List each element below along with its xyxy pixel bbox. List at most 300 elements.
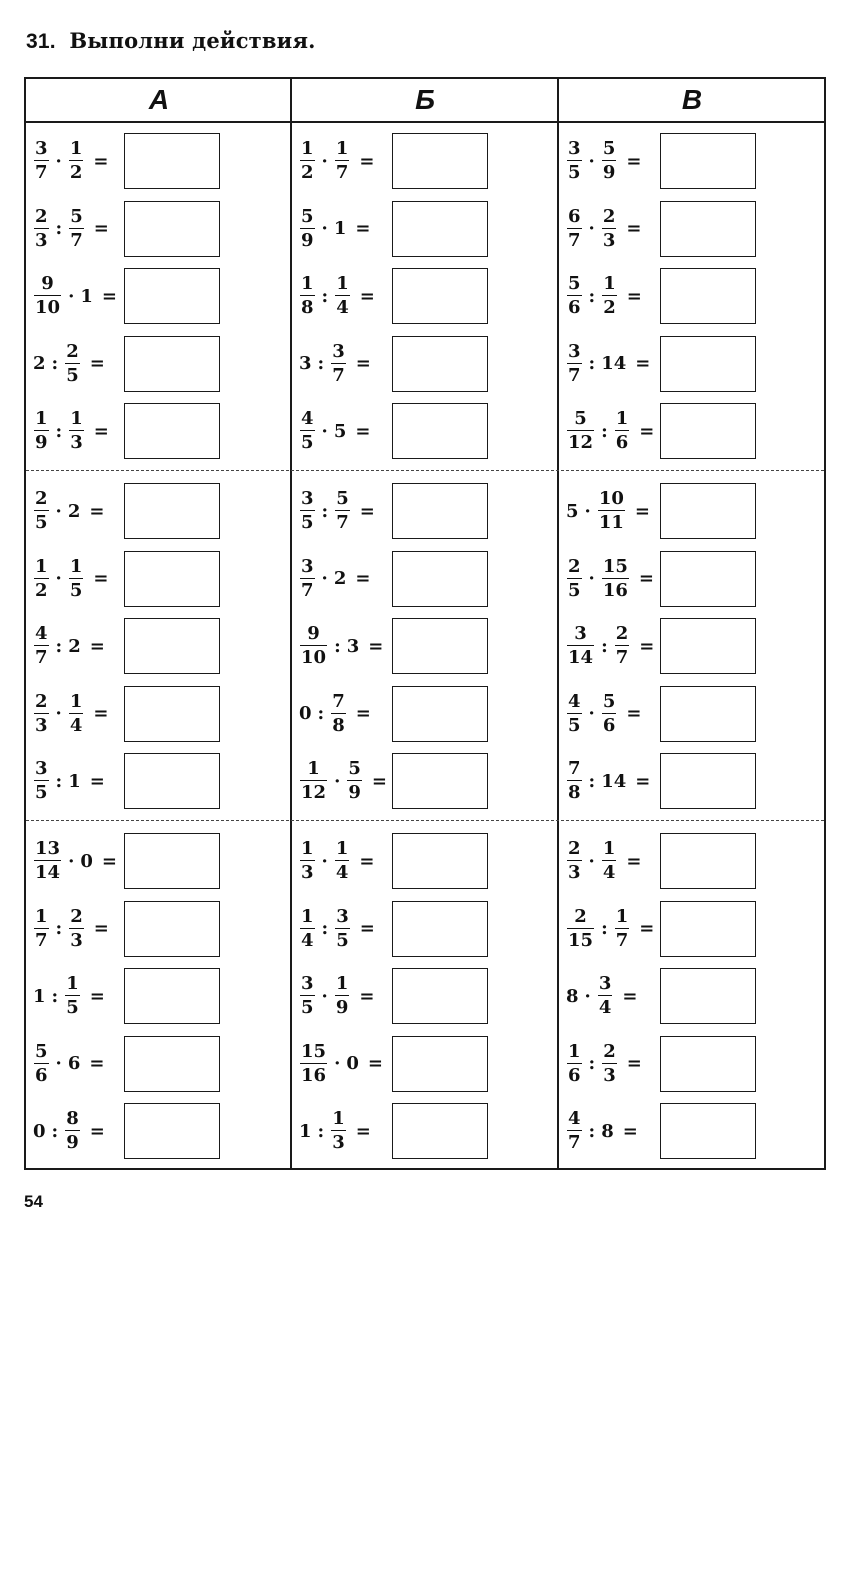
column-header-v: В bbox=[681, 84, 703, 115]
divide-sign: : bbox=[334, 635, 341, 657]
denominator: 7 bbox=[615, 647, 629, 668]
fraction bbox=[300, 975, 315, 1017]
equals-sign: = bbox=[639, 635, 655, 657]
answer-box[interactable] bbox=[660, 833, 756, 889]
answer-box[interactable] bbox=[660, 968, 756, 1024]
divide-sign: : bbox=[55, 420, 63, 442]
expression bbox=[565, 1102, 638, 1160]
multiply-sign: · bbox=[588, 703, 595, 724]
denominator: 2 bbox=[69, 162, 83, 183]
fraction bbox=[300, 140, 315, 182]
exercise bbox=[26, 200, 286, 258]
equals-sign: = bbox=[639, 420, 655, 442]
fraction bbox=[567, 555, 582, 601]
numerator: 5 bbox=[35, 1040, 48, 1062]
exercise bbox=[26, 967, 286, 1025]
multiply-sign: · bbox=[321, 420, 328, 442]
denominator: 5 bbox=[35, 512, 48, 533]
exercise bbox=[292, 132, 552, 190]
multiply-sign: · bbox=[321, 568, 328, 589]
denominator: 2 bbox=[603, 297, 616, 318]
denominator: 3 bbox=[301, 862, 314, 883]
answer-box[interactable] bbox=[660, 753, 756, 809]
equals-sign: = bbox=[359, 918, 375, 939]
denominator: 3 bbox=[70, 432, 83, 453]
numerator: 4 bbox=[301, 408, 314, 429]
answer-box[interactable] bbox=[124, 551, 220, 607]
denominator: 3 bbox=[602, 229, 616, 251]
multiply-sign: · bbox=[55, 150, 62, 172]
answer-box[interactable] bbox=[124, 268, 220, 324]
divide-sign: : bbox=[51, 985, 59, 1007]
numerator: 1 bbox=[615, 408, 629, 429]
equals-sign: = bbox=[101, 285, 117, 307]
exercise bbox=[559, 617, 819, 675]
fraction bbox=[34, 205, 49, 251]
answer-box[interactable] bbox=[660, 336, 756, 392]
multiply-sign: · bbox=[55, 568, 62, 589]
denominator: 7 bbox=[301, 579, 314, 601]
answer-box[interactable] bbox=[392, 618, 488, 674]
answer-box[interactable] bbox=[660, 1103, 756, 1159]
equals-sign: = bbox=[639, 918, 655, 939]
equals-sign: = bbox=[89, 1053, 105, 1074]
denominator: 3 bbox=[35, 714, 48, 736]
divide-sign: : bbox=[588, 1120, 596, 1142]
divide-sign: : bbox=[321, 500, 329, 522]
expression bbox=[298, 1102, 371, 1160]
expression bbox=[565, 617, 654, 675]
expression bbox=[565, 132, 641, 190]
fraction bbox=[567, 840, 582, 882]
fraction bbox=[65, 975, 80, 1017]
numerator: 1 bbox=[332, 1108, 345, 1129]
denominator: 4 bbox=[335, 862, 349, 883]
denominator: 2 bbox=[301, 162, 314, 183]
fraction bbox=[567, 275, 582, 317]
answer-box[interactable] bbox=[392, 686, 488, 742]
fraction bbox=[300, 490, 315, 532]
answer-box[interactable] bbox=[124, 133, 220, 189]
number: 14 bbox=[601, 353, 627, 374]
numerator: 1 bbox=[35, 408, 48, 429]
equals-sign: = bbox=[355, 1120, 371, 1142]
denominator: 6 bbox=[35, 1064, 48, 1086]
denominator: 7 bbox=[335, 162, 349, 183]
fraction bbox=[567, 690, 582, 736]
number: 5 bbox=[333, 420, 347, 442]
denominator: 7 bbox=[35, 162, 48, 183]
group-divider bbox=[26, 820, 824, 821]
expression bbox=[32, 752, 105, 810]
answer-box[interactable] bbox=[660, 901, 756, 957]
task-header bbox=[26, 28, 316, 54]
answer-box[interactable] bbox=[392, 1036, 488, 1092]
numerator: 3 bbox=[301, 973, 314, 994]
equals-sign: = bbox=[635, 353, 651, 374]
fraction bbox=[335, 490, 350, 532]
denominator: 14 bbox=[35, 862, 61, 883]
answer-box[interactable] bbox=[124, 1036, 220, 1092]
answer-box[interactable] bbox=[392, 968, 488, 1024]
numerator: 2 bbox=[615, 623, 629, 644]
exercise bbox=[26, 685, 286, 743]
number: 2 bbox=[33, 353, 46, 374]
divide-sign: : bbox=[55, 635, 63, 657]
expression bbox=[298, 550, 370, 608]
group-divider bbox=[26, 470, 824, 471]
numerator: 1 bbox=[615, 905, 629, 927]
denominator: 6 bbox=[602, 714, 616, 736]
fraction bbox=[335, 905, 350, 951]
divide-sign: : bbox=[55, 918, 63, 939]
exercise bbox=[292, 617, 552, 675]
numerator: 2 bbox=[602, 205, 616, 227]
number: 8 bbox=[566, 985, 579, 1007]
denominator: 3 bbox=[35, 229, 48, 251]
fraction bbox=[567, 340, 582, 386]
equals-sign: = bbox=[93, 703, 109, 724]
numerator: 2 bbox=[70, 905, 83, 927]
number: 1 bbox=[80, 285, 93, 307]
fraction bbox=[602, 275, 617, 317]
denominator: 12 bbox=[568, 432, 594, 453]
fraction bbox=[347, 760, 362, 802]
answer-box[interactable] bbox=[392, 833, 488, 889]
exercise bbox=[559, 550, 819, 608]
exercise bbox=[292, 335, 552, 393]
denominator: 5 bbox=[568, 162, 581, 183]
task-number: 31. bbox=[26, 30, 56, 53]
denominator: 5 bbox=[301, 997, 314, 1018]
exercise bbox=[559, 685, 819, 743]
answer-box[interactable] bbox=[392, 753, 488, 809]
numerator: 5 bbox=[348, 758, 361, 779]
answer-box[interactable] bbox=[660, 551, 756, 607]
answer-box[interactable] bbox=[392, 901, 488, 957]
expression bbox=[565, 200, 641, 258]
answer-box[interactable] bbox=[660, 686, 756, 742]
numerator: 3 bbox=[574, 623, 587, 644]
exercise bbox=[292, 402, 552, 460]
denominator: 5 bbox=[336, 929, 349, 951]
column-header-b: Б bbox=[415, 84, 435, 115]
fraction bbox=[615, 905, 630, 951]
multiply-sign: · bbox=[588, 568, 595, 589]
numerator: 2 bbox=[35, 690, 48, 712]
exercise bbox=[292, 482, 552, 540]
denominator: 9 bbox=[301, 229, 314, 251]
divide-sign: : bbox=[317, 1120, 325, 1142]
multiply-sign: · bbox=[321, 218, 328, 239]
numerator: 5 bbox=[602, 138, 616, 159]
denominator: 6 bbox=[568, 1064, 581, 1086]
numerator: 1 bbox=[335, 973, 349, 994]
exercise bbox=[559, 1035, 819, 1093]
expression bbox=[298, 200, 370, 258]
number: 2 bbox=[333, 568, 347, 589]
fraction bbox=[567, 625, 594, 667]
numerator: 8 bbox=[66, 1108, 79, 1129]
equals-sign: = bbox=[367, 1053, 383, 1074]
fraction bbox=[602, 840, 617, 882]
answer-box[interactable] bbox=[660, 1036, 756, 1092]
fraction bbox=[335, 140, 350, 182]
multiply-sign: · bbox=[334, 770, 341, 792]
denominator: 7 bbox=[568, 1132, 581, 1153]
exercise bbox=[559, 900, 819, 958]
denominator: 9 bbox=[348, 782, 361, 803]
exercise bbox=[26, 900, 286, 958]
denominator: 9 bbox=[335, 997, 349, 1018]
equals-sign: = bbox=[89, 1120, 105, 1142]
denominator: 6 bbox=[615, 432, 629, 453]
answer-box[interactable] bbox=[392, 1103, 488, 1159]
expression bbox=[565, 685, 641, 743]
answer-box[interactable] bbox=[392, 336, 488, 392]
expression bbox=[565, 752, 650, 810]
answer-box[interactable] bbox=[660, 403, 756, 459]
denominator: 12 bbox=[301, 782, 327, 803]
multiply-sign: · bbox=[55, 500, 62, 522]
fraction bbox=[34, 410, 49, 452]
numerator: 5 bbox=[568, 273, 581, 294]
page-number: 54 bbox=[24, 1192, 43, 1211]
equals-sign: = bbox=[93, 568, 109, 589]
numerator: 1 bbox=[568, 1040, 581, 1062]
numerator: 7 bbox=[332, 690, 345, 712]
answer-box[interactable] bbox=[124, 833, 220, 889]
numerator: 1 bbox=[301, 838, 314, 859]
fraction bbox=[300, 555, 315, 601]
numerator: 3 bbox=[35, 138, 48, 159]
numerator: 5 bbox=[301, 205, 314, 227]
fraction bbox=[602, 205, 617, 251]
exercise bbox=[559, 1102, 819, 1160]
numerator: 3 bbox=[332, 340, 345, 362]
expression bbox=[565, 900, 654, 958]
expression bbox=[298, 617, 383, 675]
expression bbox=[298, 832, 374, 890]
numerator: 3 bbox=[301, 555, 314, 577]
expression bbox=[298, 1035, 383, 1093]
exercise bbox=[559, 752, 819, 810]
numerator: 3 bbox=[568, 340, 581, 362]
denominator: 5 bbox=[568, 714, 581, 736]
answer-box[interactable] bbox=[660, 483, 756, 539]
divide-sign: : bbox=[317, 703, 325, 724]
number: 5 bbox=[566, 500, 579, 522]
answer-box[interactable] bbox=[392, 133, 488, 189]
equals-sign: = bbox=[371, 770, 387, 792]
exercise bbox=[559, 200, 819, 258]
answer-box[interactable] bbox=[660, 618, 756, 674]
exercise bbox=[559, 832, 819, 890]
denominator: 3 bbox=[70, 929, 83, 951]
denominator: 9 bbox=[66, 1132, 79, 1153]
answer-box[interactable] bbox=[124, 968, 220, 1024]
denominator: 7 bbox=[568, 229, 581, 251]
denominator: 11 bbox=[598, 512, 624, 533]
divide-sign: : bbox=[601, 420, 608, 442]
denominator: 4 bbox=[301, 929, 314, 951]
answer-box[interactable] bbox=[392, 201, 488, 257]
fraction bbox=[615, 410, 630, 452]
answer-box[interactable] bbox=[124, 753, 220, 809]
number: 2 bbox=[68, 635, 81, 657]
numerator: 2 bbox=[603, 1040, 616, 1062]
expression bbox=[298, 402, 370, 460]
divide-sign: : bbox=[55, 218, 63, 239]
fraction bbox=[69, 555, 84, 601]
fraction bbox=[65, 1110, 80, 1152]
equals-sign: = bbox=[355, 703, 371, 724]
numerator: 1 bbox=[603, 273, 616, 294]
answer-box[interactable] bbox=[124, 618, 220, 674]
expression bbox=[565, 832, 641, 890]
expression bbox=[565, 550, 654, 608]
fraction bbox=[331, 1110, 346, 1152]
answer-box[interactable] bbox=[392, 403, 488, 459]
numerator: 2 bbox=[35, 205, 48, 227]
numerator: 1 bbox=[69, 555, 83, 577]
denominator: 9 bbox=[602, 162, 616, 183]
fraction bbox=[69, 205, 84, 251]
fraction bbox=[331, 340, 346, 386]
numerator: 3 bbox=[598, 973, 612, 994]
expression bbox=[32, 685, 108, 743]
expression bbox=[32, 1102, 105, 1160]
expression bbox=[298, 752, 387, 810]
number: 1 bbox=[68, 770, 81, 792]
fraction bbox=[598, 975, 613, 1017]
multiply-sign: · bbox=[588, 218, 595, 239]
answer-box[interactable] bbox=[124, 901, 220, 957]
number: 0 bbox=[346, 1053, 359, 1074]
fraction bbox=[335, 840, 350, 882]
numerator: 2 bbox=[66, 340, 79, 362]
answer-box[interactable] bbox=[660, 201, 756, 257]
fraction bbox=[34, 840, 61, 882]
equals-sign: = bbox=[93, 218, 109, 239]
divide-sign: : bbox=[588, 770, 596, 792]
number: 0 bbox=[80, 850, 93, 872]
numerator: 13 bbox=[35, 838, 61, 859]
denominator: 4 bbox=[602, 862, 616, 883]
fraction bbox=[300, 905, 315, 951]
fraction bbox=[615, 625, 630, 667]
divide-sign: : bbox=[601, 918, 608, 939]
divide-sign: : bbox=[601, 635, 608, 657]
multiply-sign: · bbox=[584, 500, 591, 522]
numerator: 9 bbox=[41, 273, 54, 294]
denominator: 7 bbox=[615, 929, 629, 951]
equals-sign: = bbox=[626, 1053, 642, 1074]
exercise bbox=[559, 132, 819, 190]
expression bbox=[298, 900, 375, 958]
equals-sign: = bbox=[89, 500, 105, 522]
number: 3 bbox=[346, 635, 360, 657]
exercise bbox=[559, 482, 819, 540]
equals-sign: = bbox=[626, 703, 642, 724]
denominator: 2 bbox=[35, 579, 48, 601]
denominator: 10 bbox=[35, 297, 61, 318]
denominator: 5 bbox=[66, 364, 79, 386]
answer-box[interactable] bbox=[124, 201, 220, 257]
denominator: 6 bbox=[568, 297, 581, 318]
equals-sign: = bbox=[368, 635, 384, 657]
expression bbox=[565, 1035, 642, 1093]
expression bbox=[32, 200, 109, 258]
numerator: 4 bbox=[35, 623, 48, 644]
equals-sign: = bbox=[93, 420, 109, 442]
equals-sign: = bbox=[89, 770, 105, 792]
exercise bbox=[292, 1102, 552, 1160]
fraction bbox=[34, 140, 49, 182]
answer-box[interactable] bbox=[124, 686, 220, 742]
numerator: 15 bbox=[602, 555, 628, 577]
equals-sign: = bbox=[89, 353, 105, 374]
expression bbox=[32, 335, 105, 393]
numerator: 4 bbox=[568, 690, 581, 712]
number: 8 bbox=[601, 1120, 614, 1142]
denominator: 10 bbox=[301, 647, 327, 668]
denominator: 16 bbox=[602, 579, 628, 601]
expression bbox=[565, 482, 650, 540]
equals-sign: = bbox=[359, 985, 375, 1007]
exercise bbox=[26, 550, 286, 608]
numerator: 1 bbox=[69, 690, 83, 712]
answer-box[interactable] bbox=[124, 483, 220, 539]
answer-box[interactable] bbox=[392, 268, 488, 324]
expression bbox=[298, 685, 371, 743]
number: 2 bbox=[67, 500, 81, 522]
number: 1 bbox=[299, 1120, 312, 1142]
numerator: 1 bbox=[66, 973, 79, 994]
numerator: 4 bbox=[568, 1108, 581, 1129]
fraction bbox=[300, 1040, 327, 1086]
equals-sign: = bbox=[638, 568, 654, 589]
answer-box[interactable] bbox=[124, 403, 220, 459]
fraction bbox=[331, 690, 346, 736]
divide-sign: : bbox=[588, 285, 596, 307]
equals-sign: = bbox=[634, 500, 650, 522]
answer-box[interactable] bbox=[124, 1103, 220, 1159]
exercise bbox=[292, 550, 552, 608]
multiply-sign: · bbox=[55, 1053, 62, 1074]
expression bbox=[298, 482, 375, 540]
number: 3 bbox=[299, 353, 312, 374]
fraction bbox=[567, 410, 594, 452]
divide-sign: : bbox=[588, 1053, 596, 1074]
expression bbox=[32, 482, 104, 540]
number: 0 bbox=[299, 703, 312, 724]
numerator: 15 bbox=[301, 1040, 327, 1062]
equals-sign: = bbox=[622, 1120, 638, 1142]
fraction bbox=[335, 275, 350, 317]
task-title: Выполни действия. bbox=[69, 28, 316, 53]
answer-box[interactable] bbox=[392, 551, 488, 607]
exercise bbox=[26, 482, 286, 540]
answer-box[interactable] bbox=[660, 133, 756, 189]
fraction bbox=[602, 140, 617, 182]
numerator: 3 bbox=[35, 758, 48, 779]
answer-box[interactable] bbox=[660, 268, 756, 324]
denominator: 7 bbox=[568, 364, 581, 386]
answer-box[interactable] bbox=[124, 336, 220, 392]
equals-sign: = bbox=[359, 285, 375, 307]
answer-box[interactable] bbox=[392, 483, 488, 539]
